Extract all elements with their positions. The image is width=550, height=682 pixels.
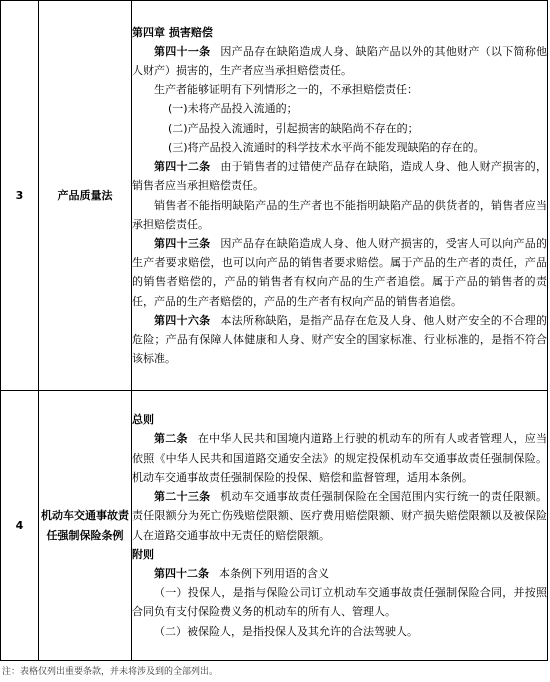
list-item: (三)将产品投入流通时的科学技术水平尚不能发现缺陷的存在的。 [168, 140, 485, 154]
article-paragraph [132, 564, 547, 583]
article-number: 第二十三条 [154, 490, 211, 504]
list-item: （二）被保险人，是指投保人及其允许的合法驾驶人。 [154, 624, 418, 638]
list-item: (一)未将产品投入流通的； [168, 102, 298, 116]
article-number: 第四十二条 [154, 566, 209, 580]
law-name: 机动车交通事故责任强制保险条例 [39, 391, 132, 661]
article-paragraph [132, 487, 547, 545]
article-paragraph [132, 157, 547, 195]
article-paragraph [132, 234, 547, 311]
law-content [132, 1, 548, 391]
article-text: 机动车交通事故责任强制保险在全国范围内实行统一的责任限额。责任限额分为死亡伤残赔偿限额、医疗费用赔偿限额、财产损失赔偿限额以及被保险人在道路交通事故中无责任的赔偿限额。 [132, 490, 548, 542]
article-number: 第二条 [154, 432, 188, 446]
article-paragraph [132, 311, 547, 369]
article-text: 在中华人民共和国境内道路上行驶的机动车的所有人或者管理人，应当依照《中华人民共和国道路交通安全法》的规定投保机动车交通事故责任强制保险。机动车交通事故责任强制保险的投保、赔偿和监督管理，适用本条例。 [132, 432, 548, 484]
list-item: （一）投保人，是指与保险公司订立机动车交通事故责任强制保险合同，并按照合同负有支付保险费义务的机动车的所有人、管理人。 [132, 586, 547, 619]
article-text: 由于销售者的过错使产品存在缺陷，造成人身、他人财产损害的，销售者应当承担赔偿责任。 [132, 160, 548, 193]
table-row [1, 1, 548, 391]
article-paragraph: 销售者不能指明缺陷产品的生产者也不能指明缺陷产品的供货者的，销售者应当承担赔偿责任。 [132, 198, 547, 231]
law-content [132, 391, 548, 661]
article-number: 第四十三条 [154, 236, 211, 250]
article-number: 第四十一条 [154, 44, 211, 58]
article-text: 本法所称缺陷，是指产品存在危及人身、他人财产安全的不合理的危险；产品有保障人体健康和人身、财产安全的国家标准、行业标准的，是指不符合该标准。 [132, 313, 548, 366]
article-paragraph [132, 42, 547, 80]
article-text: 因产品存在缺陷造成人身、他人财产损害的，受害人可以向产品的生产者要求赔偿，也可以向产品的销售者要求赔偿。属于产品的生产者的责任，产品的销售者赔偿的，产品的销售者有权向产品的生产者追偿。属于产品的销售者的责任，产品的生产者赔偿的，产品的生产者有权向产品的销售者追偿。 [132, 236, 548, 308]
table-footnote: 注：表格仅列出重要条款，并未将涉及到的全部列出。 [2, 667, 219, 677]
article-text: 因产品存在缺陷造成人身、缺陷产品以外的其他财产（以下简称他人财产）损害的，生产者应当承担赔偿责任。 [132, 44, 548, 78]
row-number: 3 [1, 1, 39, 391]
article-number: 第四十二条 [154, 160, 211, 174]
chapter-heading: 第四章 损害赔偿 [132, 25, 213, 39]
article-paragraph: 生产者能够证明有下列情形之一的，不承担赔偿责任： [154, 83, 418, 97]
law-name: 产品质量法 [39, 1, 132, 391]
article-number: 第四十六条 [154, 313, 211, 327]
table-row [1, 391, 548, 661]
section-heading: 附则 [132, 547, 154, 561]
list-item: (二)产品投入流通时，引起损害的缺陷尚不存在的； [168, 121, 419, 135]
article-text: 本条例下列用语的含义 [219, 566, 329, 580]
article-paragraph [132, 429, 547, 487]
section-heading: 总则 [132, 413, 154, 427]
row-number: 4 [1, 391, 39, 661]
